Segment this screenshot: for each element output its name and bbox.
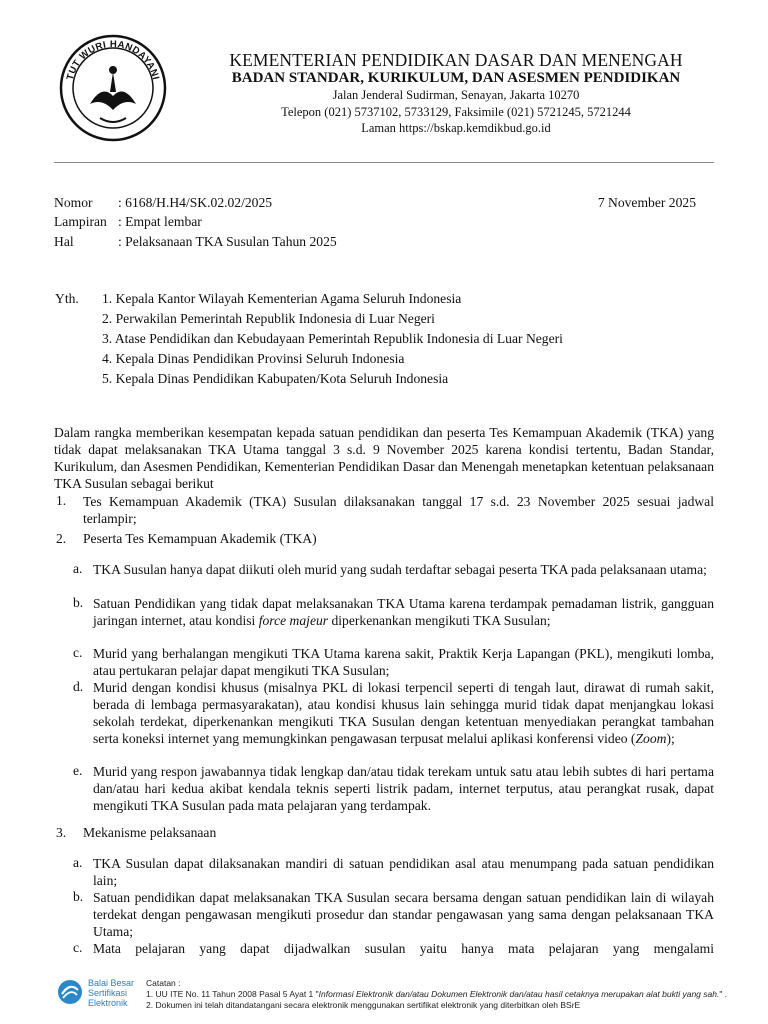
logo-motto-text: TUT WURI HANDAYANI	[64, 38, 162, 82]
recipients-label: Yth.	[55, 291, 79, 306]
recipient-item: 2. Perwakilan Pemerintah Republik Indonesia di Luar Negeri	[102, 311, 435, 326]
sub-item-letter: a.	[73, 561, 83, 576]
ministry-name: KEMENTERIAN PENDIDIKAN DASAR DAN MENENGAH	[229, 50, 683, 70]
recipient-item: 3. Atase Pendidikan dan Kebudayaan Pemerintah Republik Indonesia di Luar Negeri	[102, 331, 563, 346]
phone-fax: Telepon (021) 5737102, 5733129, Faksimile (021) 5721245, 5721244	[281, 105, 631, 119]
italic-term: force majeur	[258, 613, 329, 628]
sub-item-text: Murid yang respon jawabannya tidak lengkap dan/atau tidak terekam untuk satu atau lebih subtes di hari pertama dan/atau hari kedua akibat kendala teknis seperti listrik padam, internet terputus, atau perangkat rusak, dapat mengikuti TKA Susulan pada mata pelajaran yang terdampak.	[93, 764, 714, 813]
nomor-label: Nomor	[54, 195, 93, 210]
sub-item-letter: e.	[73, 763, 83, 778]
sub-item-text: Mata pelajaran yang dapat dijadwalkan susulan yaitu hanya mata pelajaran yang mengalami	[93, 941, 714, 956]
letter-date: 7 November 2025	[597, 195, 696, 210]
point-3-number: 3.	[56, 825, 67, 840]
website: Laman https://bskap.kemdikbud.go.id	[361, 121, 551, 135]
italic-term: Zoom	[635, 731, 667, 746]
sub-item-text: TKA Susulan dapat dilaksanakan mandiri di satuan pendidikan asal atau menumpang pada satuan pendidikan lain;	[93, 856, 714, 888]
hal-value: : Pelaksanaan TKA Susulan Tahun 2025	[118, 234, 337, 249]
lampiran-value: : Empat lembar	[118, 214, 202, 229]
letterhead-divider	[54, 162, 714, 163]
tut-wuri-handayani-logo	[50, 26, 176, 146]
sub-item-letter: b.	[73, 595, 84, 610]
sub-item-letter: c.	[73, 940, 83, 955]
catatan-label: Catatan :	[146, 978, 181, 988]
agency-name: BADAN STANDAR, KURIKULUM, DAN ASESMEN PENDIDIKAN	[231, 70, 681, 86]
nomor-value: : 6168/H.H4/SK.02.02/2025	[118, 195, 273, 210]
point-3-title: Mekanisme pelaksanaan	[83, 825, 217, 840]
point-2-number: 2.	[56, 531, 67, 546]
recipient-item: 5. Kepala Dinas Pendidikan Kabupaten/Kota Seluruh Indonesia	[102, 371, 449, 386]
sub-item-text: Murid dengan kondisi khusus (misalnya PKL di lokasi terpencil seperti di tengah laut, dirawat di rumah sakit, berada di lembaga permasyarakatan), atau kondisi khusus lain sehingga murid tidak dapat menjangkau lokasi sekolah terdekat, diperkenankan mengikuti TKA Susulan dengan ketentuan menyediakan perangkat tambahan serta koneksi internet yang memungkinkan pengawasan terpusat melalui aplikasi konferensi video (Zoom);	[93, 680, 714, 746]
point-2-title: Peserta Tes Kemampuan Akademik (TKA)	[83, 531, 317, 546]
bsre-label: Balai Besar Sertifikasi Elektronik	[88, 978, 135, 1008]
bsre-logo-icon	[56, 978, 84, 1006]
sub-item-text: TKA Susulan hanya dapat diikuti oleh murid yang sudah terdaftar sebagai peserta TKA pada pelaksanaan utama;	[93, 562, 707, 577]
recipient-item: 4. Kepala Dinas Pendidikan Provinsi Seluruh Indonesia	[102, 351, 405, 366]
recipient-item: 1. Kepala Kantor Wilayah Kementerian Agama Seluruh Indonesia	[102, 291, 462, 306]
sub-item-text: Murid yang berhalangan mengikuti TKA Utama karena sakit, Praktik Kerja Lapangan (PKL), mengikuti lomba, atau pertukaran pelajar dapat mengikuti TKA Susulan;	[93, 646, 714, 678]
sub-item-letter: c.	[73, 645, 83, 660]
sub-item-letter: d.	[73, 679, 84, 694]
address: Jalan Jenderal Sudirman, Senayan, Jakarta 10270	[332, 88, 580, 102]
point-1-text: Tes Kemampuan Akademik (TKA) Susulan dilaksanakan tanggal 17 s.d. 23 November 2025 sesuai jadwal terlampir;	[83, 494, 714, 526]
intro-paragraph: Dalam rangka memberikan kesempatan kepada satuan pendidikan dan peserta Tes Kemampuan Akademik (TKA) yang tidak dapat melaksanakan TKA Utama tanggal 3 s.d. 9 November 2025 karena kondisi tertentu, Badan Standar, Kurikulum, dan Asesmen Pendidikan, Kementerian Pendidikan Dasar dan Menengah menetapkan ketentuan pelaksanaan TKA Susulan sebagai berikut	[54, 425, 714, 491]
sub-item-text: Satuan Pendidikan yang tidak dapat melaksanakan TKA Utama karena terdampak pemadaman listrik, gangguan jaringan internet, atau kondisi force majeur diperkenankan mengikuti TKA Susulan;	[93, 596, 714, 628]
sub-item-letter: b.	[73, 889, 84, 904]
hal-label: Hal	[54, 234, 74, 249]
lampiran-label: Lampiran	[54, 214, 107, 229]
point-1-number: 1.	[56, 493, 67, 508]
sub-item-letter: a.	[73, 855, 83, 870]
note-1: 1. UU ITE No. 11 Tahun 2008 Pasal 5 Ayat 1 "Informasi Elektronik dan/atau Dokumen Elektronik dan/atau hasil cetaknya merupakan alat bukti yang sah." .	[146, 989, 728, 999]
note-2: 2. Dokumen ini telah ditandatangani secara elektronik menggunakan sertifikat elektronik yang diterbitkan oleh BSrE	[146, 1000, 581, 1010]
footer-notes	[146, 978, 746, 1011]
sub-item-text: Satuan pendidikan dapat melaksanakan TKA Susulan secara bersama dengan satuan pendidikan lain di wilayah terdekat dengan pengawasan mengikuti prosedur dan standar pengawasan yang sama dengan pelaksanaan TKA Utama;	[93, 890, 714, 939]
